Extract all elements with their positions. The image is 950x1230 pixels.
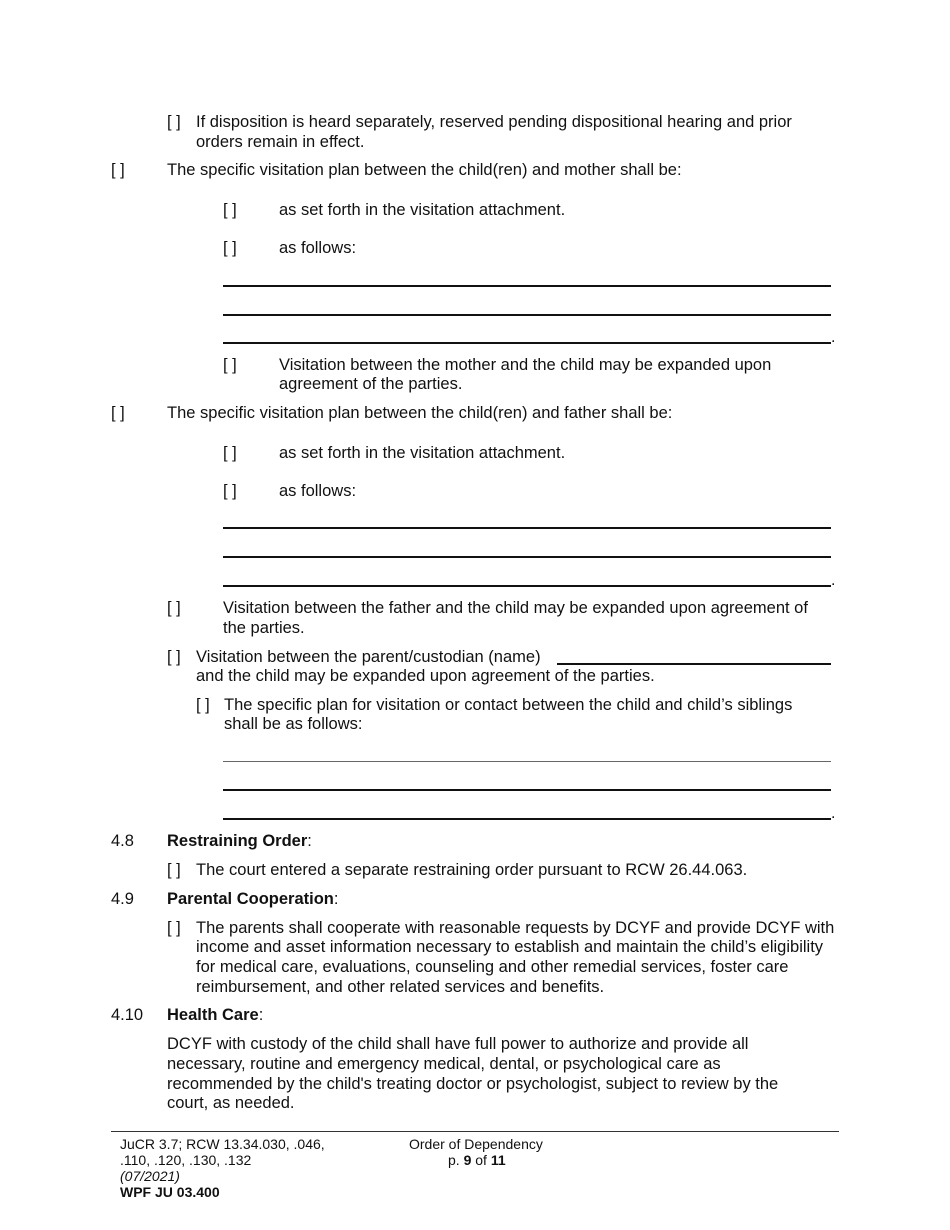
mother-expanded-checkbox[interactable]: [ ] xyxy=(223,356,237,374)
footer-citation-line2: .110, .120, .130, .132 xyxy=(120,1152,252,1168)
siblings-checkbox[interactable]: [ ] xyxy=(196,696,210,714)
restraining-order-checkbox[interactable]: [ ] xyxy=(167,861,181,879)
health-care-line1: DCYF with custody of the child shall have full power to authorize and provide all xyxy=(167,1035,749,1053)
father-follows-label: as follows: xyxy=(279,482,357,500)
custodian-line1: Visitation between the parent/custodian (name) xyxy=(196,648,541,666)
siblings-plan-line-1[interactable] xyxy=(223,761,831,762)
siblings-plan-line-2[interactable] xyxy=(223,789,831,791)
section-4-9-colon: : xyxy=(333,890,339,908)
parental-cooperation-line1: The parents shall cooperate with reasonable requests by DCYF and provide DCYF with xyxy=(196,919,835,937)
section-4-9-number: 4.9 xyxy=(111,890,134,908)
section-4-8-colon: : xyxy=(307,832,312,850)
custodian-line2: and the child may be expanded upon agreement of the parties. xyxy=(196,667,655,685)
footer-date: (07/2021) xyxy=(120,1168,180,1184)
footer-divider xyxy=(111,1131,839,1132)
section-4-10-number: 4.10 xyxy=(111,1006,144,1024)
disposition-text-line2: orders remain in effect. xyxy=(196,133,365,151)
footer-doc-title: Order of Dependency xyxy=(409,1136,543,1152)
footer-page-current: 9 xyxy=(463,1152,472,1168)
mother-attachment-checkbox[interactable]: [ ] xyxy=(223,201,237,219)
mother-expanded-line1: Visitation between the mother and the child may be expanded upon xyxy=(279,356,772,374)
father-plan-line-1[interactable] xyxy=(223,527,831,529)
mother-expanded-line2: agreement of the parties. xyxy=(279,375,463,393)
footer-citation-line1: JuCR 3.7; RCW 13.34.030, .046, xyxy=(120,1136,325,1152)
father-expanded-line2: the parties. xyxy=(223,619,305,637)
parental-cooperation-line4: reimbursement, and other related services and benefits. xyxy=(196,978,605,996)
section-4-10-heading xyxy=(167,1005,263,1025)
father-expanded-line1: Visitation between the father and the child may be expanded upon agreement of xyxy=(223,599,808,617)
health-care-line3: recommended by the child's treating doctor or psychologist, subject to review by the xyxy=(167,1075,779,1093)
mother-plan-line-3[interactable] xyxy=(223,342,831,344)
father-plan-line-2[interactable] xyxy=(223,556,831,558)
disposition-text-line1: If disposition is heard separately, reserved pending dispositional hearing and prior xyxy=(196,113,792,131)
footer-page-prefix: p. xyxy=(448,1152,460,1168)
section-4-10-title: Health Care xyxy=(167,1006,259,1024)
mother-attachment-label: as set forth in the visitation attachment. xyxy=(279,201,566,219)
father-attachment-label: as set forth in the visitation attachment. xyxy=(279,444,566,462)
restraining-order-text: The court entered a separate restraining order pursuant to RCW 26.44.063. xyxy=(196,861,748,879)
father-plan-line-3[interactable] xyxy=(223,585,831,587)
siblings-plan-period: . xyxy=(831,805,836,822)
siblings-line2: shall be as follows: xyxy=(224,715,363,733)
section-4-8-heading xyxy=(167,831,312,851)
father-follows-checkbox[interactable]: [ ] xyxy=(223,482,237,500)
mother-visitation-heading: The specific visitation plan between the child(ren) and mother shall be: xyxy=(167,161,682,179)
footer-page-number xyxy=(448,1152,506,1168)
parental-cooperation-line2: income and asset information necessary to establish and maintain the child’s eligibility xyxy=(196,938,824,956)
father-attachment-checkbox[interactable]: [ ] xyxy=(223,444,237,462)
father-expanded-checkbox[interactable]: [ ] xyxy=(167,599,181,617)
section-4-8-title: Restraining Order xyxy=(167,832,308,850)
mother-follows-checkbox[interactable]: [ ] xyxy=(223,239,237,257)
section-4-8-number: 4.8 xyxy=(111,832,134,850)
mother-plan-period: . xyxy=(831,329,836,346)
mother-plan-line-2[interactable] xyxy=(223,314,831,316)
footer-page-total: 11 xyxy=(490,1152,506,1168)
parental-cooperation-checkbox[interactable]: [ ] xyxy=(167,919,181,937)
disposition-checkbox[interactable]: [ ] xyxy=(167,113,181,131)
mother-plan-line-1[interactable] xyxy=(223,285,831,287)
siblings-line1: The specific plan for visitation or contact between the child and child’s siblings xyxy=(224,696,793,714)
father-visitation-checkbox[interactable]: [ ] xyxy=(111,404,125,422)
custodian-checkbox[interactable]: [ ] xyxy=(167,648,181,666)
section-4-10-colon: : xyxy=(258,1006,264,1024)
father-plan-period: . xyxy=(831,572,836,589)
parental-cooperation-line3: for medical care, evaluations, counseling and other remedial services, foster care xyxy=(196,958,789,976)
siblings-plan-line-3[interactable] xyxy=(223,818,831,820)
custodian-name-field[interactable] xyxy=(557,663,831,665)
health-care-line4: court, as needed. xyxy=(167,1094,295,1112)
section-4-9-heading xyxy=(167,889,338,909)
father-visitation-heading: The specific visitation plan between the child(ren) and father shall be: xyxy=(167,404,673,422)
health-care-line2: necessary, routine and emergency medical, dental, or psychological care as xyxy=(167,1055,721,1073)
mother-visitation-checkbox[interactable]: [ ] xyxy=(111,161,125,179)
footer-page-of: of xyxy=(475,1152,487,1168)
mother-follows-label: as follows: xyxy=(279,239,357,257)
section-4-9-title: Parental Cooperation xyxy=(167,890,334,908)
footer-form-id: WPF JU 03.400 xyxy=(120,1184,220,1200)
